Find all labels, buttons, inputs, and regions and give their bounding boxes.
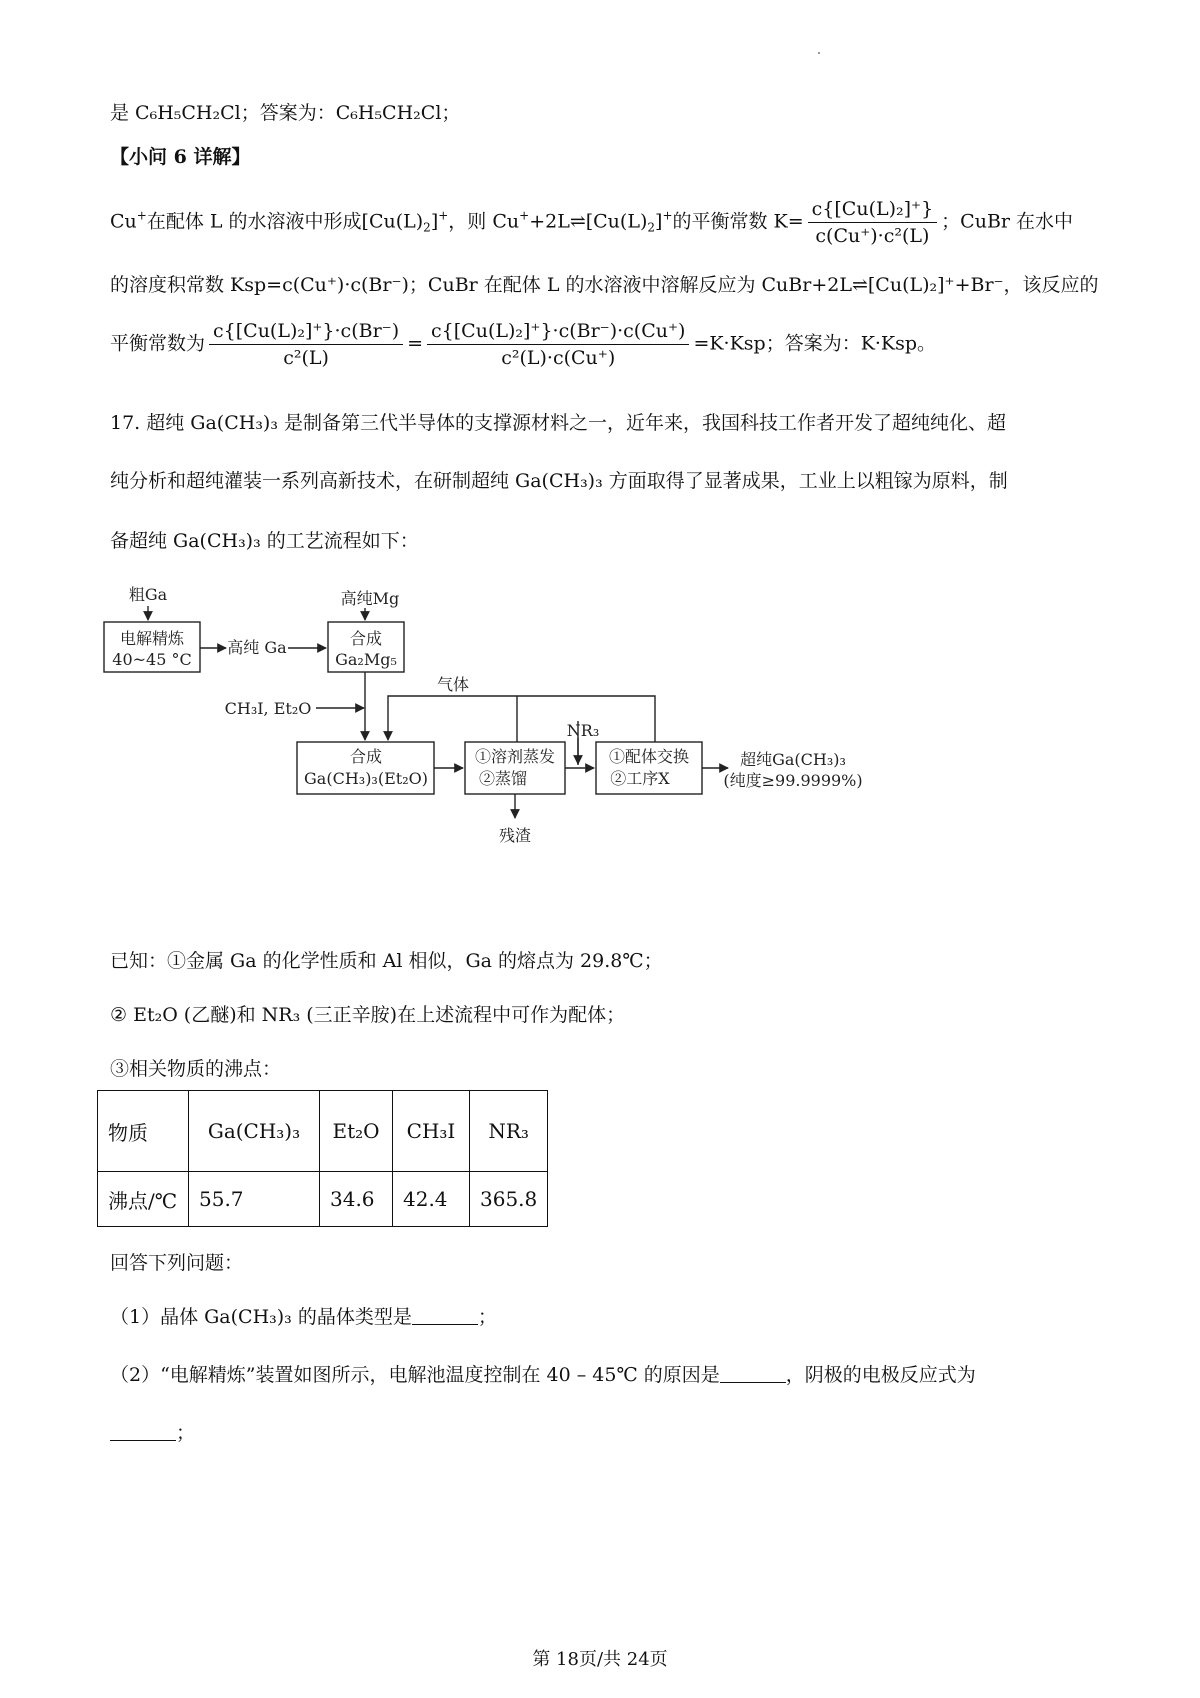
answer-blank[interactable] <box>412 1306 478 1325</box>
known-3: ③相关物质的沸点： <box>110 1058 282 1080</box>
product-label-1: 超纯Ga(CH₃)₃ <box>740 750 846 769</box>
fraction-1: $\frac{\text{c\{[Cu(L)₂]⁺\}·c(Br⁻)}}{\text{c²(L)}}$ <box>209 320 403 369</box>
table-cell: 55.7 <box>189 1172 320 1227</box>
table-cell: 42.4 <box>393 1172 470 1227</box>
gas-label: 气体 <box>436 675 470 694</box>
nr3-label: NR₃ <box>566 721 600 740</box>
answer-intro: 回答下列问题： <box>110 1252 244 1274</box>
equilibrium-line-2: 的溶度积常数 Ksp=c(Cu⁺)·c(Br⁻)；CuBr 在配体 L 的水溶液中溶解反应为 CuBr+2L⇌[Cu(L)₂]⁺+Br⁻，该反应的 <box>110 274 1099 296</box>
evaporation-label-1: ①溶剂蒸发 <box>474 747 556 766</box>
pure-ga-label: 高纯 Ga <box>227 638 287 657</box>
q17-line-3: 备超纯 Ga(CH₃)₃ 的工艺流程如下： <box>110 530 419 552</box>
pure-mg-label: 高纯Mg <box>340 589 400 608</box>
crude-ga-label: 粗Ga <box>128 585 168 604</box>
reagents-label: CH₃I, Et₂O <box>224 699 312 718</box>
question-2-continued: ； <box>110 1418 195 1445</box>
equilibrium-line-3: 平衡常数为 $\frac{\text{c\{[Cu(L)₂]⁺\}·c(Br⁻)}}{\text{c²(L)}}$ = $\frac{\text{c\{[Cu(L)₂]⁺\}·c(Br⁻)·c(Cu⁺)}}{\text{c²(L)·c(Cu⁺)}}$ =K·Ksp；答案为：K·Ksp。 <box>110 320 937 369</box>
question-2: （2）“电解精炼”装置如图所示，电解池温度控制在 40 – 45℃ 的原因是 ，阴极的电极反应式为 <box>110 1364 976 1386</box>
fraction-2: $\frac{\text{c\{[Cu(L)₂]⁺\}·c(Br⁻)·c(Cu⁺)}}{\text{c²(L)·c(Cu⁺)}}$ <box>427 320 689 369</box>
table-cell: Ga(CH₃)₃ <box>189 1091 320 1172</box>
equilibrium-line-1: Cu+在配体 L 的水溶液中形成$[Cu(L)_2]^+$，则 $Cu^++2L\rightleftharpoons[Cu(L)_2]^+$的平衡常数 K= $\frac{\text{c\{[Cu(L)₂]⁺\}}}{\text{c(Cu⁺)·c²(L)}}$ ；CuBr 在水中 <box>110 198 1074 247</box>
sub-question-6-heading: 【小问 6 详解】 <box>110 146 251 168</box>
synthesis2-label-1: 合成 <box>349 747 383 766</box>
table-cell: 365.8 <box>470 1172 548 1227</box>
question-1: （1）晶体 Ga(CH₃)₃ 的晶体类型是 ； <box>110 1306 497 1328</box>
answer-blank[interactable] <box>720 1364 786 1383</box>
refining-label-1: 电解精炼 <box>119 629 185 648</box>
exchange-label-2: ②工序X <box>610 769 670 788</box>
boiling-point-table <box>97 1090 548 1227</box>
process-flowchart <box>100 585 900 888</box>
table-cell: Et₂O <box>320 1091 393 1172</box>
table-cell: CH₃I <box>393 1091 470 1172</box>
table-cell: 沸点/℃ <box>98 1172 189 1227</box>
q17-line-1: 17. 超纯 Ga(CH₃)₃ 是制备第三代半导体的支撑源材料之一，近年来，我国科技工作者开发了超纯纯化、超 <box>110 412 1007 434</box>
synthesis2-label-2: Ga(CH₃)₃(Et₂O) <box>304 769 428 788</box>
refining-label-2: 40~45 °C <box>112 650 192 669</box>
evaporation-label-2: ②蒸馏 <box>478 769 528 788</box>
page-footer: 第 18页/共 24页 <box>532 1649 668 1670</box>
answer-blank[interactable] <box>110 1422 176 1441</box>
synthesis1-label-1: 合成 <box>349 629 383 648</box>
q17-line-2: 纯分析和超纯灌装一系列高新技术，在研制超纯 Ga(CH₃)₃ 方面取得了显著成果，工业上以粗镓为原料，制 <box>110 470 1008 492</box>
table-cell: NR₃ <box>470 1091 548 1172</box>
speck <box>818 52 820 54</box>
k-fraction: $\frac{\text{c\{[Cu(L)₂]⁺\}}}{\text{c(Cu⁺)·c²(L)}}$ <box>808 198 938 247</box>
table-header-row <box>98 1091 548 1172</box>
synthesis1-label-2: Ga₂Mg₅ <box>335 650 397 669</box>
product-label-2: (纯度≥99.9999%) <box>723 771 863 790</box>
known-1: 已知：①金属 Ga 的化学性质和 Al 相似，Ga 的熔点为 29.8℃； <box>110 950 663 972</box>
table-cell: 34.6 <box>320 1172 393 1227</box>
exchange-label-1: ①配体交换 <box>608 747 690 766</box>
table-cell: 物质 <box>98 1091 189 1172</box>
residue-label: 残渣 <box>498 826 532 845</box>
table-row <box>98 1172 548 1227</box>
known-2: ② Et₂O (乙醚)和 NR₃ (三正辛胺)在上述流程中可作为配体； <box>110 1004 626 1026</box>
intro-line: 是 C₆H₅CH₂Cl；答案为：C₆H₅CH₂Cl； <box>110 102 461 124</box>
